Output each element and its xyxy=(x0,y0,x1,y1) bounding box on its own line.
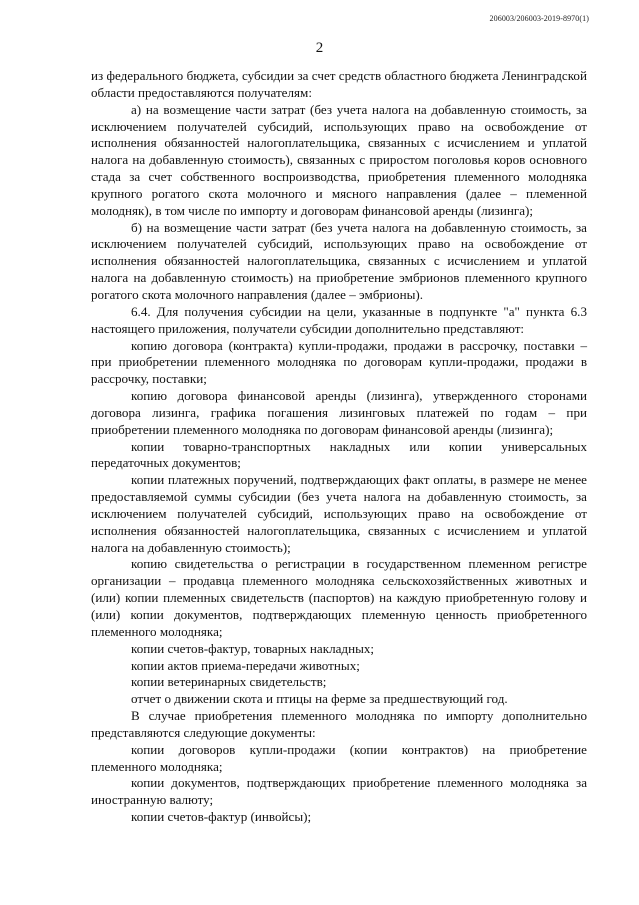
paragraph: копии платежных поручений, подтверждающих факт оплаты, в размере не менее предоставляемой суммы субсидии (без учета налога на добавленную стоимость, за исключением получателей субсидий, использующих право на освобождение от исполнения обязанностей налогоплательщика, связанных с исчислением и уплатой налога на добавленную стоимость); xyxy=(91,472,587,555)
paragraph: копию договора финансовой аренды (лизинга), утвержденного сторонами договора лизинга, графика погашения лизинговых платежей по годам – при приобретении племенного молодняка по договорам финансовой аренды (лизинга); xyxy=(91,388,587,437)
document-id: 206003/206003-2019-8970(1) xyxy=(489,14,589,23)
paragraph: копию свидетельства о регистрации в государственном племенном регистре организации – продавца племенного молодняка сельскохозяйственных животных и (или) копии племенных свидетельств (паспортов) на каждую приобретенную голову и (или) копии документов, подтверждающих племенную ценность приобретенного племенного молодняка; xyxy=(91,556,587,639)
page-number: 2 xyxy=(315,40,324,56)
paragraph: 6.4. Для получения субсидии на цели, указанные в подпункте "а" пункта 6.3 настоящего приложения, получатели субсидии дополнительно представляют: xyxy=(91,303,587,336)
paragraph: а) на возмещение части затрат (без учета налога на добавленную стоимость, за исключением получателей субсидий, использующих право на освобождение от исполнения обязанностей налогоплательщика, связанных с исчислением и уплатой налога на добавленную стоимость), связанных с приростом поголовья коров основного стада за счет собственного воспроизводства, приобретения племенного молодняка крупного рогатого скота молочного и мясного направления (далее – племенной молодняк), в том числе по импорту и договорам финансовой аренды (лизинга); xyxy=(91,101,587,218)
paragraph: копии счетов-фактур, товарных накладных; xyxy=(131,640,375,656)
paragraph: копии документов, подтверждающих приобретение племенного молодняка за иностранную валюту; xyxy=(91,775,587,808)
document-body xyxy=(91,68,587,826)
paragraph: В случае приобретения племенного молодняка по импорту дополнительно представляются следующие документы: xyxy=(91,708,587,740)
paragraph: копии договоров купли-продажи (копии контрактов) на приобретение племенного молодняка; xyxy=(91,741,587,774)
paragraph: из федерального бюджета, субсидии за счет средств областного бюджета Ленинградской области предоставляются получателям: xyxy=(91,68,587,100)
paragraph: копии счетов-фактур (инвойсы); xyxy=(131,809,312,825)
paragraph: б) на возмещение части затрат (без учета налога на добавленную стоимость, за исключением получателей субсидий, использующих право на освобождение от исполнения обязанностей налогоплательщика, связанных с исчислением и уплатой налога на добавленную стоимость) на приобретение эмбрионов племенного крупного рогатого скота молочного направления (далее – эмбрионы). xyxy=(91,219,587,302)
paragraph: копии ветеринарных свидетельств; xyxy=(131,674,327,690)
paragraph: копии актов приема-передачи животных; xyxy=(131,657,360,673)
paragraph: копии товарно-транспортных накладных или копии универсальных передаточных документов; xyxy=(91,438,587,471)
paragraph: копию договора (контракта) купли-продажи, продажи в рассрочку, поставки – при приобретении племенного молодняка по договорам купли-продажи, продажи в рассрочку, поставки; xyxy=(91,337,587,387)
paragraph: отчет о движении скота и птицы на ферме за предшествующий год. xyxy=(131,691,508,707)
